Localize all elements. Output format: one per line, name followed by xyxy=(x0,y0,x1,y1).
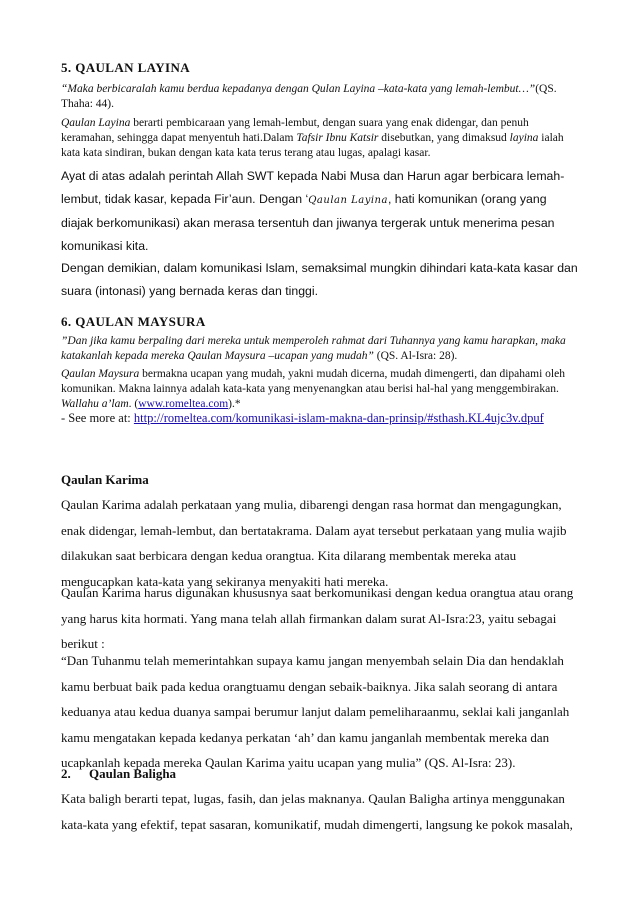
karima-paragraph-2: Qaulan Karima harus digunakan khususnya saat berkomunikasi dengan kedua orangtua atau orang yang harus kita hormati. Yang mana telah allah firmankan dalam surat Al-Isra:23, yaitu sebagai berikut : xyxy=(61,585,574,651)
section5-quote-ref: (QS. Thaha: 44). xyxy=(61,83,557,110)
baligha-heading-line xyxy=(61,761,581,787)
karima-paragraph-3: “Dan Tuhanmu telah memerintahkan supaya kamu jangan menyembah selain Dia dan hendaklah kamu berbuat baik pada kedua orangtuamu dengan sebaik-baiknya. Jika salah seorang di antara keduanya atau kedua duanya sampai berumur lanjut dalam pemeliharaanmu, seklai kali janganlah kamu mengatakan kepada kedanya perkatan ‘ah’ dan kamu janganlah membentak mereka dan ucapkanlah kepada mereka Qaulan Karima yaitu ucapan yang mulia” (QS. Al-Isra: 23). xyxy=(61,653,570,770)
karima-paragraph-1: Qaulan Karima adalah perkataan yang mulia, dibarengi dengan rasa hormat dan mengagungkan, enak didengar, lemah-lembut, dan bertatakrama. Dalam ayat tersebut perkataan yang mulia wajib dilakukan saat berbicara dengan kedua orangtua. Kita dilarang membentak mereka atau mengucapkan kata-kata yang sekiranya menyakiti hati mereka. xyxy=(61,497,567,589)
section5-heading: 5. QAULAN LAYINA xyxy=(61,60,191,75)
section5-def-text1: berarti pembicaraan yang lemah-lembut, dengan suara yang enak didengar, dan penuh keramahan, sehingga dapat menyentuh hati.Dalam xyxy=(61,117,529,144)
section6-definition xyxy=(61,367,581,412)
baligha-heading: Qaulan Baligha xyxy=(89,766,177,781)
see-more-prefix: - See more at: xyxy=(61,411,134,425)
section5-def-layina: layina xyxy=(509,132,539,144)
section5-definition xyxy=(61,116,581,161)
section5-para1-a: Ayat di atas adalah perintah Allah SWT kepada Nabi Musa dan Harun agar berbicara lemah-lembut, tidak kasar, kepada Fir’aun. Dengan ‘ xyxy=(61,169,565,206)
section5-para1-b: , hati komunikan (orang yang diajak berkomunikasi) akan merasa tersentuh dan jiwanya tergerak untuk menerima pesan komunikasi kita. xyxy=(61,192,555,253)
see-more-link[interactable]: http://romeltea.com/komunikasi-islam-makna-dan-prinsip/#sthash.KL4ujc3v.dpuf xyxy=(133,411,544,425)
section6-wallahu: Wallahu a’lam xyxy=(61,398,129,410)
section5-def-tafsir: Tafsir Ibnu Katsir xyxy=(296,132,379,144)
section5-def-text3: ialah kata kata sindiran, bukan dengan kata kata terus terang atau lugas, apalagi kasar. xyxy=(61,132,564,159)
section6-quote-text: ”Dan jika kamu berpaling dari mereka untuk memperoleh rahmat dari Tuhannya yang kamu harapkan, maka katakanlah kepada mereka Qaulan Maysura –ucapan yang mudah” xyxy=(61,335,566,362)
section6-quote-ref: (QS. Al-Isra: 28). xyxy=(373,350,458,362)
romeltea-site-link[interactable]: www.romeltea.com xyxy=(138,398,229,410)
section6-dot: . ( xyxy=(128,398,139,410)
section6-close: ).* xyxy=(228,398,241,410)
see-more-line xyxy=(61,411,581,426)
section5-para1-term: Qaulan Layina xyxy=(308,195,388,206)
section5-quote xyxy=(61,82,581,112)
baligha-number: 2. xyxy=(61,766,71,781)
karima-heading: Qaulan Karima xyxy=(61,472,149,487)
section5-quote-text: “Maka berbicaralah kamu berdua kepadanya dengan Qulan Layina –kata-kata yang lemah-lembut…” xyxy=(61,83,536,95)
section5-def-term: Qaulan Layina xyxy=(61,117,131,129)
section6-def-term: Qaulan Maysura xyxy=(61,368,140,380)
section5-paragraph-1 xyxy=(61,165,581,258)
section6-def-text1: bermakna ucapan yang mudah, yakni mudah dicerna, mudah dimengerti, dan dipahami oleh komunikan. Makna lainnya adalah kata-kata yang menyenangkan atau berisi hal-hal yang menggembirakan. xyxy=(61,368,565,395)
baligha-paragraph-1: Kata baligh berarti tepat, lugas, fasih, dan jelas maknanya. Qaulan Baligha artinya menggunakan kata-kata yang efektif, tepat sasaran, komunikatif, mudah dimengerti, langsung ke pokok masalah, xyxy=(61,791,573,832)
section6-heading: 6. QAULAN MAYSURA xyxy=(61,314,206,329)
section5-def-text2: disebutkan, yang dimaksud xyxy=(378,132,510,144)
section5-paragraph-2: Dengan demikian, dalam komunikasi Islam, semaksimal mungkin dihindari kata-kata kasar dan suara (intonasi) yang bernada keras dan tinggi. xyxy=(61,261,578,298)
section6-quote xyxy=(61,334,581,364)
